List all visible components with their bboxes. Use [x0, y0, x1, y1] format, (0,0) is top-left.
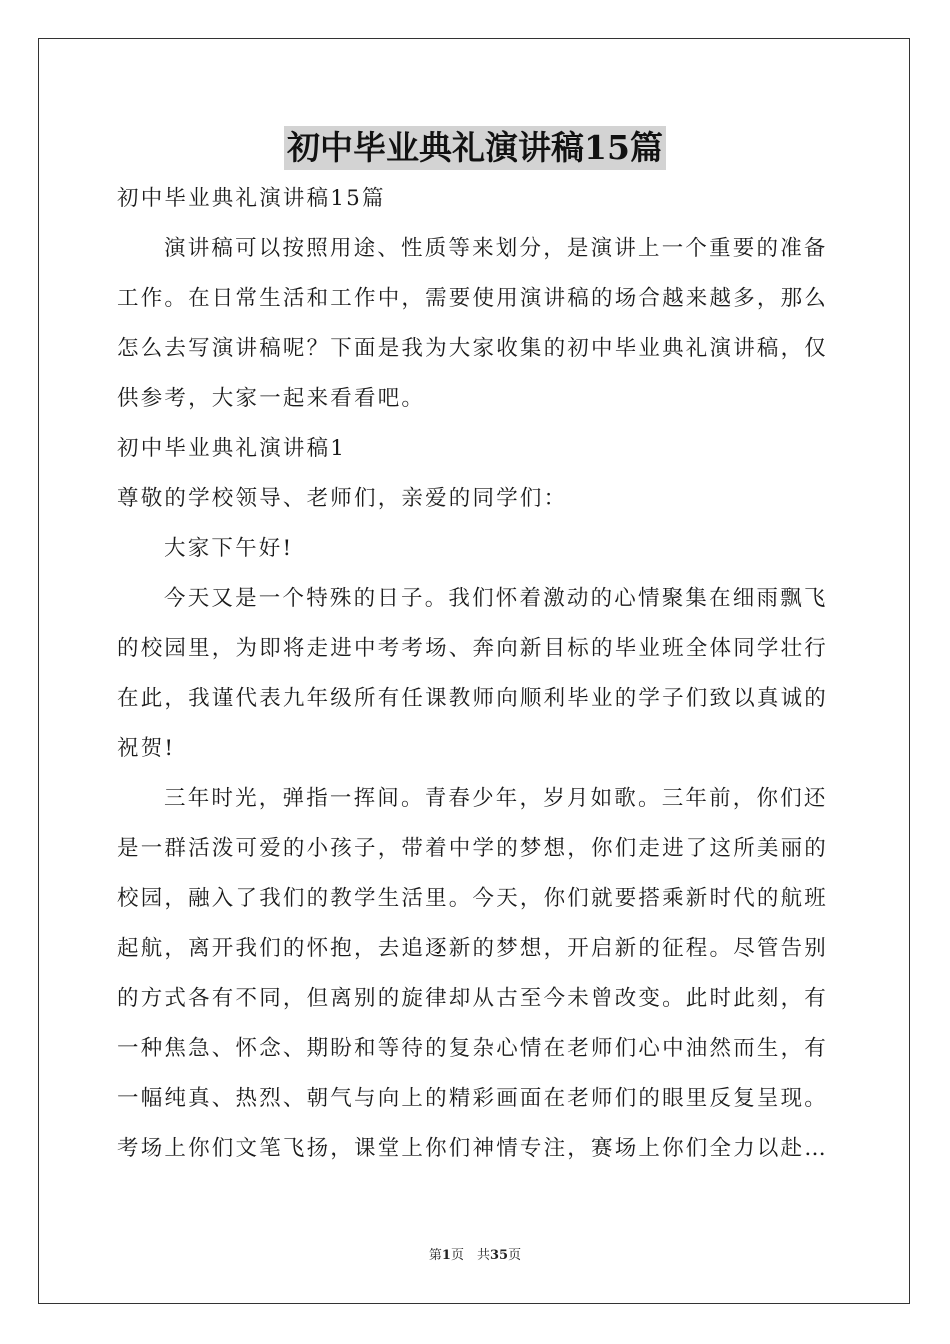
body-line: 校园，融入了我们的教学生活里。今天，你们就要搭乘新时代的航班	[117, 886, 829, 911]
total-page-count: 35	[489, 1248, 509, 1263]
footer-middle: 页 共	[450, 1248, 490, 1263]
footer-suffix: 页	[508, 1248, 522, 1263]
body-line: 今天又是一个特殊的日子。我们怀着激动的心情聚集在细雨飘飞	[164, 586, 828, 611]
body-line: 是一群活泼可爱的小孩子，带着中学的梦想，你们走进了这所美丽的	[117, 836, 829, 861]
body-line: 一幅纯真、热烈、朝气与向上的精彩画面在老师们的眼里反复呈现。	[117, 1086, 829, 1111]
page-footer	[0, 1244, 950, 1263]
body-line: 工作。在日常生活和工作中，需要使用演讲稿的场合越来越多，那么	[117, 286, 829, 311]
body-line: 考场上你们文笔飞扬，课堂上你们神情专注，赛场上你们全力以赴…	[117, 1136, 829, 1161]
current-page-number: 1	[441, 1248, 451, 1263]
title-container	[0, 126, 950, 170]
body-line: 大家下午好!	[164, 536, 294, 561]
body-line: 供参考，大家一起来看看吧。	[117, 386, 426, 411]
section-heading: 初中毕业典礼演讲稿1	[117, 436, 347, 461]
body-line: 三年时光，弹指一挥间。青春少年，岁月如歌。三年前，你们还	[164, 786, 828, 811]
body-line: 在此，我谨代表九年级所有任课教师向顺利毕业的学子们致以真诚的	[117, 686, 829, 711]
body-line: 演讲稿可以按照用途、性质等来划分，是演讲上一个重要的准备	[164, 236, 828, 261]
footer-prefix: 第	[428, 1248, 442, 1263]
body-line: 的校园里，为即将走进中考考场、奔向新目标的毕业班全体同学壮行	[117, 636, 829, 661]
salutation: 尊敬的学校领导、老师们，亲爱的同学们：	[117, 486, 568, 511]
body-line: 祝贺!	[117, 736, 176, 761]
page-frame	[38, 38, 910, 1304]
document-title: 初中毕业典礼演讲稿15篇	[284, 126, 666, 170]
body-line: 起航，离开我们的怀抱，去追逐新的梦想，开启新的征程。尽管告别	[117, 936, 829, 961]
body-line: 初中毕业典礼演讲稿15篇	[117, 186, 386, 211]
body-line: 一种焦急、怀念、期盼和等待的复杂心情在老师们心中油然而生，有	[117, 1036, 829, 1061]
body-line: 的方式各有不同，但离别的旋律却从古至今未曾改变。此时此刻，有	[117, 986, 829, 1011]
body-line: 怎么去写演讲稿呢？下面是我为大家收集的初中毕业典礼演讲稿，仅	[117, 336, 829, 361]
